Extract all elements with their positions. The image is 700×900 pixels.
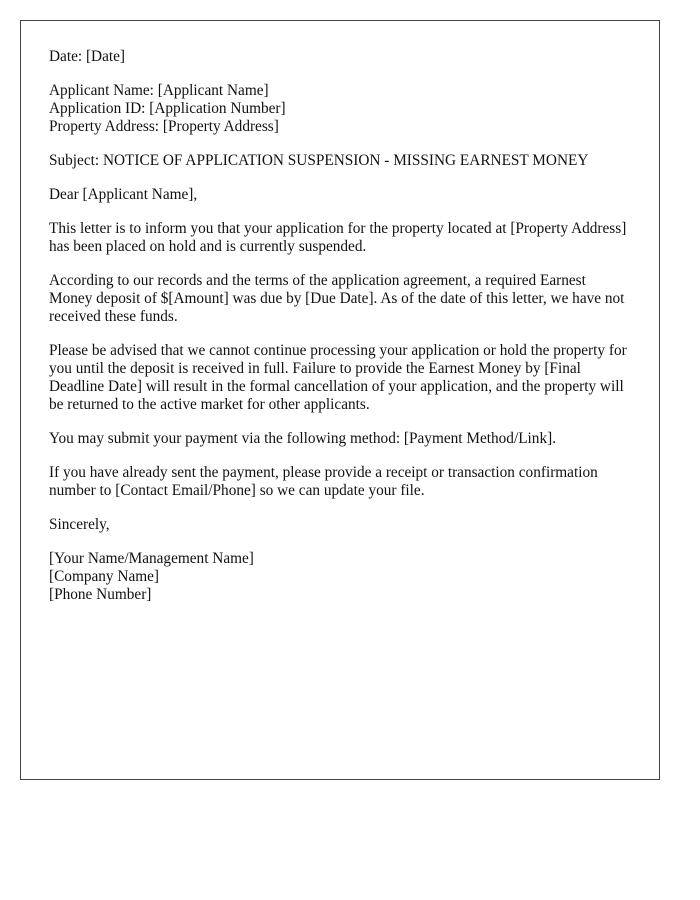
signature-company: [Company Name] [49,568,160,585]
body-paragraph-4: You may submit your payment via the following method: [Payment Method/Link]. [49,430,557,447]
subject-line: Subject: NOTICE OF APPLICATION SUSPENSION - MISSING EARNEST MONEY [49,152,589,169]
closing: Sincerely, [49,516,110,533]
body-paragraph-3: Please be advised that we cannot continue processing your application or hold the property for you until the deposit is received in full. Failure to provide the Earnest Money by [Final Deadline Date] will result in the formal cancellation of your application, and the property will be returned to the active market for other applicants. [49,342,627,413]
applicant-name-line: Applicant Name: [Applicant Name] [49,82,269,99]
body-paragraph-5: If you have already sent the payment, please provide a receipt or transaction confirmation number to [Contact Email/Phone] so we can update your file. [49,464,598,499]
signature-block [49,550,631,604]
date-line: Date: [Date] [49,48,126,65]
body-paragraph-1: This letter is to inform you that your application for the property located at [Property Address] has been placed on hold and is currently suspended. [49,220,627,255]
signature-phone: [Phone Number] [49,586,152,603]
application-id-line: Application ID: [Application Number] [49,100,286,117]
applicant-info-block [49,82,631,136]
property-address-line: Property Address: [Property Address] [49,118,279,135]
letter-document [20,20,660,780]
body-paragraph-2: According to our records and the terms of the application agreement, a required Earnest Money deposit of $[Amount] was due by [Due Date]. As of the date of this letter, we have not received these funds. [49,272,625,325]
signature-name: [Your Name/Management Name] [49,550,254,567]
salutation: Dear [Applicant Name], [49,186,198,203]
